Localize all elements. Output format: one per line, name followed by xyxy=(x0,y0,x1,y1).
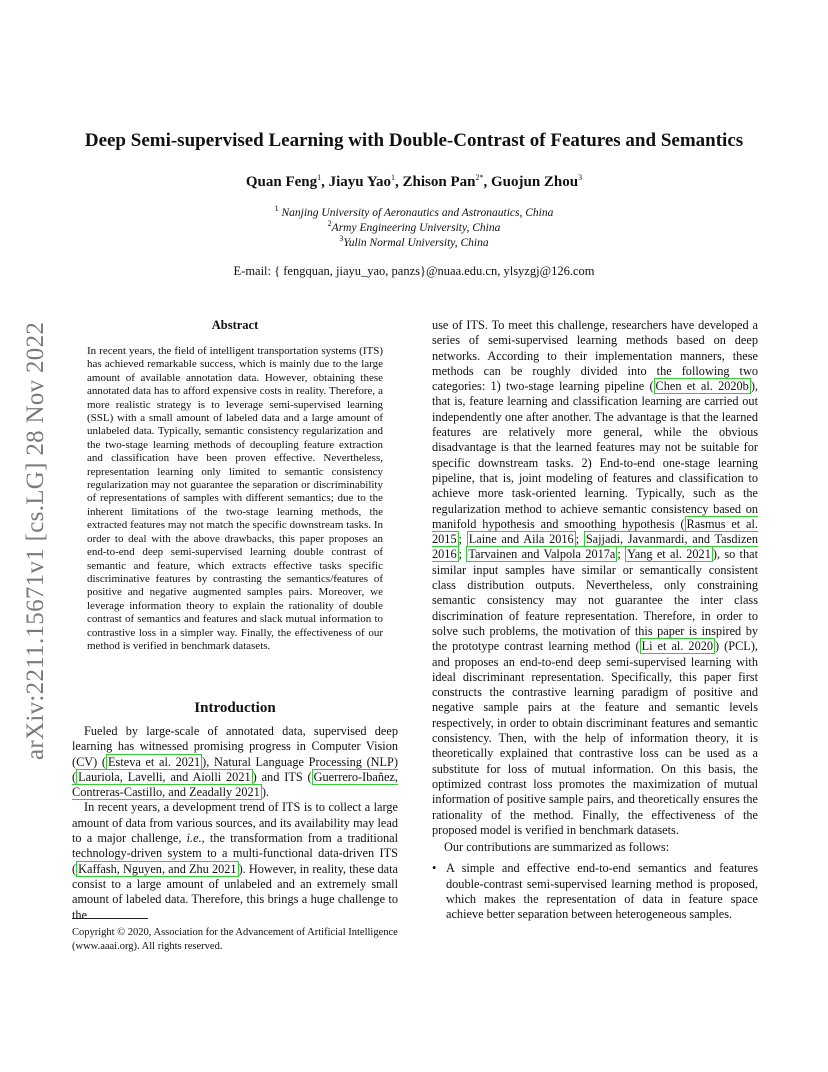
introduction-heading: Introduction xyxy=(194,700,276,716)
author-name: Zhison Pan xyxy=(402,174,476,190)
affiliation-text: Yulin Normal University, China xyxy=(343,237,489,249)
affiliation-mark: 1 xyxy=(274,204,279,214)
citation-link[interactable]: Rasmus et al. 2015 xyxy=(432,516,758,547)
affiliation-text: Army Engineering University, China xyxy=(331,222,501,234)
author-mark: 1 xyxy=(317,173,322,182)
citation-link[interactable]: Laine and Aila 2016 xyxy=(468,532,574,547)
citation-link[interactable]: Chen et al. 2020b xyxy=(655,379,749,394)
author-name: Guojun Zhou xyxy=(490,174,579,190)
introduction-body xyxy=(72,724,398,923)
affiliation-text: Nanjing University of Aeronautics and Astronautics, China xyxy=(278,207,554,219)
affiliation-mark: 3 xyxy=(339,234,344,244)
email-line: E-mail: { fengquan, jiayu_yao, panzs}@nuaa.edu.cn, ylsyzgj@126.com xyxy=(233,264,595,278)
citation-link[interactable]: Esteva et al. 2021 xyxy=(108,754,201,769)
citation-link[interactable]: Sajjadi, Javanmardi, and Tasdizen 2016 xyxy=(432,532,759,562)
arxiv-stamp: arXiv:2211.15671v1 [cs.LG] 28 Nov 2022 xyxy=(22,321,49,760)
affiliation-line xyxy=(60,236,768,251)
author-mark: 2* xyxy=(475,173,484,182)
citation-link[interactable]: Lauriola, Lavelli, and Aiolli 2021 xyxy=(78,769,251,784)
paragraph: use of ITS. To meet this challenge, researchers have developed a series of semi-supervised learning methods based on deep networks. According to their implementation manners, these methods can be roughly divided into the following two categories: 1) two-stage learning pipeline ( Chen et al. 2020b ), that is, feature learning and classification learning are carried out independently one after another. The advantage is that the learned features are relatively more general, while the obvious disadvantage is that the learned features may not be suitable for specific downstream tasks. 2) End-to-end one-stage learning pipeline, that is, joint modeling of features and classification to achieve more task-oriented learning. Typically, such as the regularization method to achieve semantic consistency based on manifold hypothesis and smoothing hypothesis ( Rasmus et al. 2015 ; Laine and Aila 2016 ; Sajjadi, Javanmardi, and Tasdizen 2016 ; Tarvainen and Valpola 2017a ; Yang et al. 2021 ), so that similar input samples have similar or semantically consistent class distribution outputs. Nevertheless, only constraining semantic consistency may not guarantee the inter class discrimination of feature representation. Therefore, in order to solve such problems, the motivation of this paper is inspired by the prototype contrast learning method ( Li et al. 2020 ) (PCL), and proposes an end-to-end deep semi-supervised learning with ideal discriminant representation. Specifically, this paper first constructs the contrastive learning paradigm of positive and negative sample pairs at the feature and semantic levels respectively, in order to obtain discriminant features and semantic consistency. Then, with the help of information theory, it is theoretically explained that contrastive loss can be used as a substitute for loss of mutual information. On this basis, the optimized contrast loss promotes the maximization of mutual information of positive sample pairs, and theoretically ensures the rationality of the method. Finally, the effectiveness of the proposed model is verified in benchmark datasets. xyxy=(432,318,759,837)
affiliation-mark: 2 xyxy=(327,219,332,229)
paper-title: Deep Semi-supervised Learning with Double-Contrast of Features and Semantics xyxy=(84,130,744,151)
list-item-text: A simple and effective end-to-end semantics and features double-contrast semi-supervised learning method is proposed, which makes the representation of data in feature space achieve better separation between heterogeneous samples. xyxy=(446,861,758,922)
author-list: Quan Feng$^1$, Jiayu Yao$^1$, Zhison Pan$^{2*}$, Guojun Zhou$^3$ xyxy=(245,173,583,190)
footnote-rule xyxy=(72,918,148,919)
citation-link[interactable]: Guerrero-Ibañez, Contreras-Castillo, and Zeadally 2021 xyxy=(72,769,398,800)
right-column-body xyxy=(432,318,758,923)
citation-link[interactable]: Li et al. 2020 xyxy=(641,639,714,654)
citation-link[interactable]: Tarvainen and Valpola 2017a xyxy=(468,547,616,562)
contributions-intro: Our contributions are summarized as follows: xyxy=(444,840,670,855)
affiliation-line xyxy=(60,221,768,236)
citation-link[interactable]: Kaffash, Nguyen, and Zhu 2021 xyxy=(78,861,237,876)
affiliations xyxy=(60,206,768,251)
abstract-text: In recent years, the field of intelligent transportation systems (ITS) has achieved remarkable success, which is mainly due to the large amount of available annotation data. However, obtaining these annotated data has to afford expensive costs in reality. Therefore, a more realistic strategy is to leverage semi-supervised learning (SSL) with a small amount of labeled data and a large amount of unlabeled data. Typically, semantic consistency regularization and the two-stage learning methods of decoupling feature extraction and classification have been proven effective. Nevertheless, representation learning only limited to semantic consistency regularization may not guarantee the separation or discriminability of representations of samples with different semantics; due to the inherent limitations of the two-stage learning methods, the extracted features may not match the specific downstream tasks. In order to deal with the above drawbacks, this paper proposes an end-to-end deep semi-supervised learning double contrast of semantic and feature, which extracts effective tasks specific discriminative features by contrasting the semantics/features of positive and negative augmented samples pairs. Moreover, we leverage information theory to explain the rationality of double contrast of semantics and features and slack mutual information to contrastive loss in a simpler way. Finally, the effectiveness of our method is verified in benchmark datasets. xyxy=(87,345,383,652)
bullet-icon: • xyxy=(432,861,437,876)
author-name: Quan Feng xyxy=(245,174,318,190)
paragraph: In recent years, a development trend of ITS is to collect a large amount of data from various sources, and its availability may lead to a major challenge, i.e., the transformation from a traditional technology-driven system to a multi-functional data-driven ITS ( Kaffash, Nguyen, and Zhu 2021 ). However, in reality, these data consist to a large amount of unlabeled and an extremely small amount of labeled data. Therefore, this brings a huge challenge to the xyxy=(72,800,399,922)
abstract-heading: Abstract xyxy=(211,318,259,332)
affiliation-line xyxy=(60,206,768,221)
author-mark: 3 xyxy=(578,173,583,182)
author-name: Jiayu Yao xyxy=(328,174,392,190)
author-mark: 1 xyxy=(391,173,396,182)
citation-link[interactable]: Yang et al. 2021 xyxy=(627,547,711,562)
list-item xyxy=(432,861,758,922)
copyright-footnote: Copyright © 2020, Association for the Advancement of Artificial Intelligence (www.aaai.org). All rights reserved. xyxy=(72,927,398,952)
paragraph: Fueled by large-scale of annotated data, supervised deep learning has witnessed promising progress in Computer Vision (CV) ( Esteva et al. 2021 ), Natural Language Processing (NLP) ( Lauriola, Lavelli, and Aiolli 2021 ) and ITS ( Guerrero-Ibañez, Contreras-Castillo, and Zeadally 2021 ). xyxy=(72,724,398,800)
